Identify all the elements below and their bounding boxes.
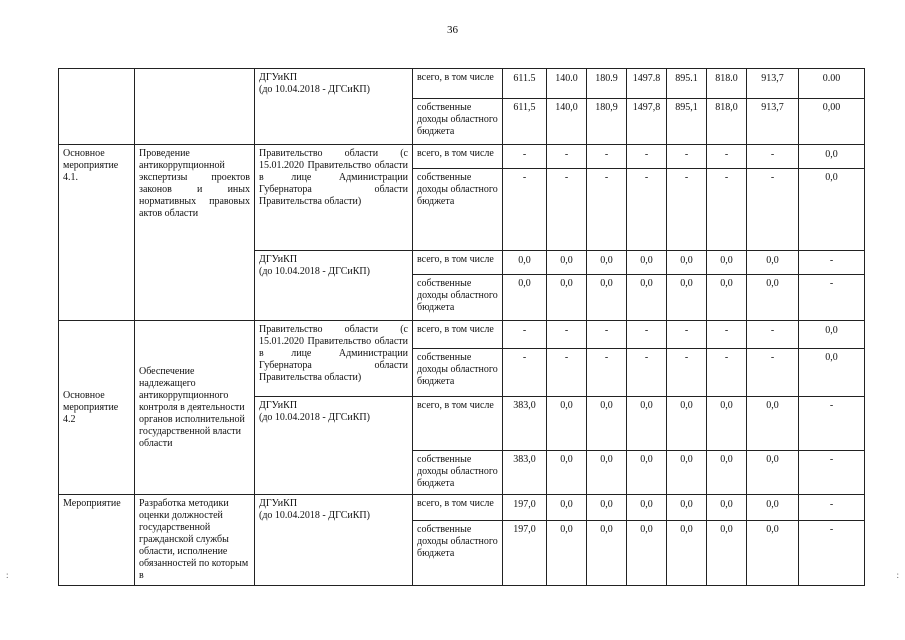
funding-source-cell: всего, в том числе [413,321,503,349]
value-cell: 818.0 [707,69,747,99]
value-cell: - [707,169,747,251]
right-margin-mark: : [896,570,899,580]
funding-source-cell: собственные доходы областного бюджета [413,275,503,321]
value-cell: 0,0 [503,275,547,321]
value-cell: 0,0 [747,451,799,495]
value-cell: - [667,169,707,251]
value-cell: - [707,349,747,397]
activity-name-cell [135,69,255,145]
value-cell: 0,0 [707,251,747,275]
value-cell: 0,0 [799,145,865,169]
left-margin-mark: : [6,570,9,580]
value-cell: - [503,169,547,251]
value-cell: 180.9 [587,69,627,99]
value-cell: 197,0 [503,495,547,521]
funding-source-cell: всего, в том числе [413,145,503,169]
value-cell: 0,0 [667,275,707,321]
table-row [59,495,865,521]
responsible-cell: ДГУиКП (до 10.04.2018 - ДГСиКП) [255,495,413,586]
value-cell: 0,0 [547,275,587,321]
funding-source-cell: собственные доходы областного бюджета [413,169,503,251]
activity-type-cell [59,69,135,145]
value-cell: - [799,495,865,521]
value-cell: 611,5 [503,99,547,145]
value-cell: - [667,145,707,169]
value-cell: 0,0 [627,495,667,521]
value-cell: 140.0 [547,69,587,99]
value-cell: 895.1 [667,69,707,99]
value-cell: - [747,321,799,349]
value-cell: - [799,521,865,586]
value-cell: 0,0 [747,495,799,521]
value-cell: 0,0 [747,521,799,586]
value-cell: 0,0 [707,451,747,495]
value-cell: 0,0 [627,521,667,586]
value-cell: - [503,349,547,397]
value-cell: 0,0 [627,397,667,451]
value-cell: 180,9 [587,99,627,145]
value-cell: 1497,8 [627,99,667,145]
activity-name-cell: Проведение антикоррупционной экспертизы проектов законов и иных нормативных правовых актов области [135,145,255,321]
value-cell: 0,0 [627,451,667,495]
value-cell: 0,0 [747,275,799,321]
value-cell: - [547,169,587,251]
value-cell: 1497.8 [627,69,667,99]
value-cell: - [627,349,667,397]
value-cell: - [547,349,587,397]
value-cell: 0,0 [707,397,747,451]
value-cell: 0,0 [587,275,627,321]
value-cell: 0,0 [547,397,587,451]
value-cell: - [503,145,547,169]
value-cell: - [587,145,627,169]
value-cell: 0,0 [547,495,587,521]
value-cell: 0.00 [799,69,865,99]
value-cell: - [707,145,747,169]
value-cell: 0,0 [547,251,587,275]
value-cell: - [587,321,627,349]
activity-name-cell: Обеспечение надлежащего антикоррупционного контроля в деятельности органов исполнительной государственной власти области [135,321,255,495]
value-cell: 0,0 [667,251,707,275]
value-cell: 0,0 [667,521,707,586]
value-cell: 818,0 [707,99,747,145]
value-cell: - [799,275,865,321]
value-cell: 383,0 [503,451,547,495]
value-cell: 0,0 [627,275,667,321]
activity-type-cell: Мероприятие [59,495,135,586]
value-cell: 0,0 [707,521,747,586]
page-number: 36 [447,24,458,36]
value-cell: 0,0 [547,521,587,586]
value-cell: 383,0 [503,397,547,451]
value-cell: 0,0 [503,251,547,275]
funding-source-cell: собственные доходы областного бюджета [413,99,503,145]
value-cell: - [799,451,865,495]
value-cell: 611.5 [503,69,547,99]
value-cell: 913,7 [747,99,799,145]
value-cell: - [547,321,587,349]
value-cell: - [587,349,627,397]
activity-type-cell: Основное мероприятие 4.1. [59,145,135,321]
responsible-cell: ДГУиКП (до 10.04.2018 - ДГСиКП) [255,397,413,495]
value-cell: 0,0 [799,321,865,349]
value-cell: 913,7 [747,69,799,99]
activity-name-cell: Разработка методики оценки должностей государственной гражданской службы области, исполнение обязанностей по которым в [135,495,255,586]
activity-type-cell: Основное мероприятие 4.2 [59,321,135,495]
table-row [59,69,865,99]
value-cell: 0,0 [547,451,587,495]
value-cell: 0,0 [587,495,627,521]
value-cell: - [627,169,667,251]
value-cell: 0,0 [667,495,707,521]
responsible-cell: Правительство области (с 15.01.2020 Правительство области в лице Администрации Губернатора области Правительства области) [255,145,413,251]
value-cell: - [627,145,667,169]
value-cell: - [667,321,707,349]
funding-source-cell: всего, в том числе [413,69,503,99]
value-cell: - [747,349,799,397]
value-cell: - [747,169,799,251]
funding-source-cell: всего, в том числе [413,397,503,451]
value-cell: - [627,321,667,349]
table-row [59,321,865,349]
responsible-cell: ДГУиКП (до 10.04.2018 - ДГСиКП) [255,69,413,145]
value-cell: - [799,397,865,451]
value-cell: 0,0 [587,521,627,586]
value-cell: 0,0 [667,397,707,451]
funding-source-cell: всего, в том числе [413,495,503,521]
value-cell: - [587,169,627,251]
value-cell: - [503,321,547,349]
value-cell: 0,0 [587,397,627,451]
responsible-cell: Правительство области (с 15.01.2020 Правительство области в лице Администрации Губернатора области Правительства области) [255,321,413,397]
budget-table [58,68,865,586]
value-cell: 0,0 [587,451,627,495]
funding-source-cell: всего, в том числе [413,251,503,275]
responsible-cell: ДГУиКП (до 10.04.2018 - ДГСиКП) [255,251,413,321]
value-cell: - [707,321,747,349]
value-cell: 140,0 [547,99,587,145]
value-cell: 0,0 [627,251,667,275]
funding-source-cell: собственные доходы областного бюджета [413,349,503,397]
value-cell: 0,0 [799,349,865,397]
value-cell: 895,1 [667,99,707,145]
funding-source-cell: собственные доходы областного бюджета [413,451,503,495]
value-cell: - [667,349,707,397]
value-cell: 0,0 [707,275,747,321]
value-cell: 0,0 [587,251,627,275]
value-cell: 0,0 [667,451,707,495]
value-cell: - [799,251,865,275]
funding-source-cell: собственные доходы областного бюджета [413,521,503,586]
value-cell: 0,0 [747,251,799,275]
value-cell: - [547,145,587,169]
value-cell: 0,0 [707,495,747,521]
value-cell: 0,0 [799,169,865,251]
value-cell: 0,00 [799,99,865,145]
value-cell: 197,0 [503,521,547,586]
table-row [59,145,865,169]
value-cell: - [747,145,799,169]
value-cell: 0,0 [747,397,799,451]
